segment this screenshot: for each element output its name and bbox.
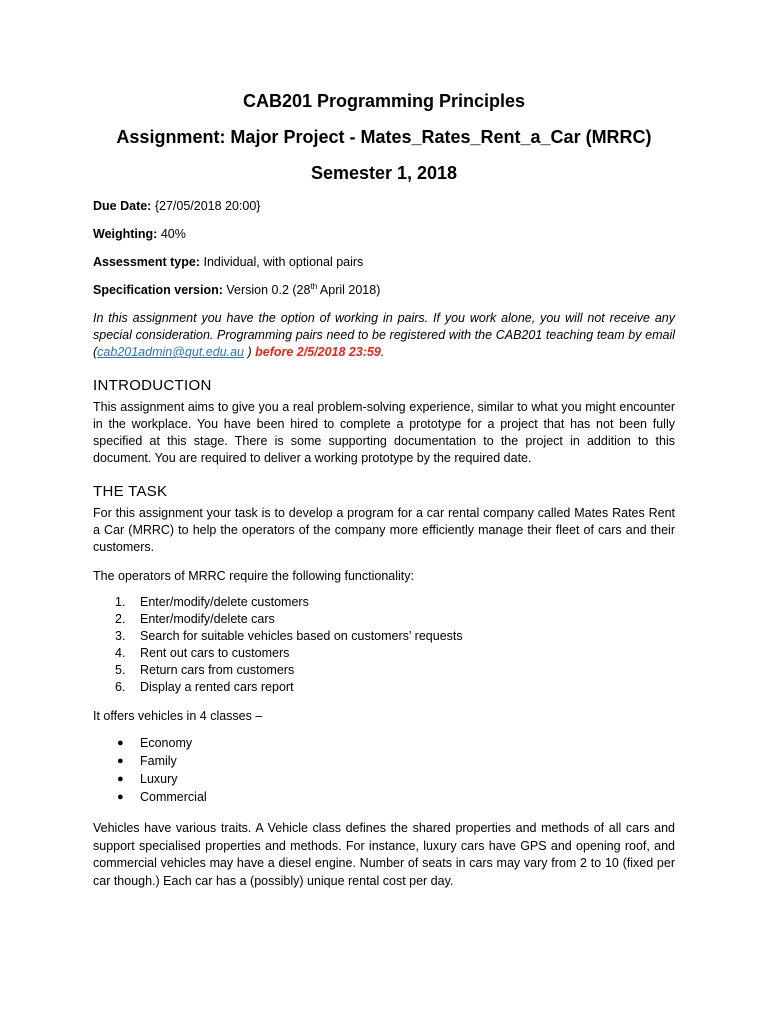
functionality-intro: The operators of MRRC require the following functionality: [93,569,414,583]
list-item-text: Luxury [140,772,178,786]
vehicles-body: Vehicles have various traits. A Vehicle class defines the shared properties and methods of all cars and support specialised properties and methods. For instance, luxury cars have GPS and opening roof, and commercial vehicles may have a diesel engine. Number of seats in cars may vary from 2 to 10 (fixed per car though.) Each car has a (possibly) unique rental cost per day. [93,821,675,888]
due-date [93,198,675,214]
introduction-body: This assignment aims to give you a real problem-solving experience, similar to what you might encounter in the workplace. You have been hired to complete a prototype for a project that has not been fully specified at this stage. There is some supporting documentation to the project in addition to this document. You are required to deliver a working prototype by the required date. [93,400,675,465]
functionality-list [93,594,675,696]
course-title: CAB201 Programming Principles [242,91,526,111]
introduction-heading: INTRODUCTION [93,377,212,394]
pairs-note-mid: ) [244,345,256,359]
task-body: For this assignment your task is to develop a program for a car rental company called Mates Rates Rent a Car (MRRC) to help the operators of the company more efficiently manage their fleet of cars and their customers. [93,506,675,554]
list-item-number: 4. [115,646,126,660]
bullet-icon: ● [117,773,124,785]
due-date-label: Due Date: [93,199,152,213]
list-item-number: 3. [115,629,126,643]
list-item-text: Family [140,754,177,768]
list-item-number: 2. [115,612,126,626]
weighting-value: 40% [157,227,186,241]
list-item [93,734,675,752]
assignment-title: Assignment: Major Project - Mates_Rates_Rent_a_Car (MRRC) [116,127,652,147]
spec-version [93,282,675,298]
list-item-number: 1. [115,595,126,609]
assessment-type-value: Individual, with optional pairs [200,255,364,269]
list-item [93,752,675,770]
bullet-icon: ● [117,737,124,749]
list-item [93,788,675,806]
list-item [93,662,675,679]
spec-version-value-end: April 2018) [317,283,381,297]
spec-version-sup: th [310,281,318,291]
pairs-note-end: . [380,345,385,359]
pairs-note [93,310,675,361]
list-item [93,594,675,611]
bullet-icon: ● [117,755,124,767]
list-item [93,679,675,696]
spec-version-label: Specification version: [93,283,223,297]
assessment-type [93,254,675,270]
spec-version-value: Version 0.2 (28 [222,283,311,297]
list-item [93,611,675,628]
list-item-text: Rent out cars to customers [140,646,290,660]
list-item-number: 5. [115,663,126,677]
email-link[interactable]: cab201admin@qut.edu.au [97,345,244,359]
list-item-number: 6. [115,680,126,694]
list-item-text: Search for suitable vehicles based on customers’ requests [140,629,463,643]
vehicle-classes-list [93,734,675,806]
list-item-text: Display a rented cars report [140,680,294,694]
list-item-text: Commercial [140,790,207,804]
classes-intro: It offers vehicles in 4 classes – [93,709,263,723]
list-item-text: Enter/modify/delete cars [140,612,275,626]
weighting [93,226,675,242]
pairs-deadline: before 2/5/2018 23:59 [255,345,381,359]
due-date-value: {27/05/2018 20:00} [151,199,261,213]
bullet-icon: ● [117,791,124,803]
list-item-text: Economy [140,736,193,750]
weighting-label: Weighting: [93,227,158,241]
list-item-text: Enter/modify/delete customers [140,595,309,609]
semester-title: Semester 1, 2018 [310,163,458,183]
list-item-text: Return cars from customers [140,663,295,677]
list-item [93,645,675,662]
task-heading: THE TASK [93,483,168,500]
assessment-type-label: Assessment type: [93,255,200,269]
list-item [93,628,675,645]
list-item [93,770,675,788]
pairs-note-text: In this assignment you have the option of working in pairs. If you work alone, you will not receive any special consideration. Programming pairs need to be registered with the CAB201 teaching team by email ( [93,311,675,359]
